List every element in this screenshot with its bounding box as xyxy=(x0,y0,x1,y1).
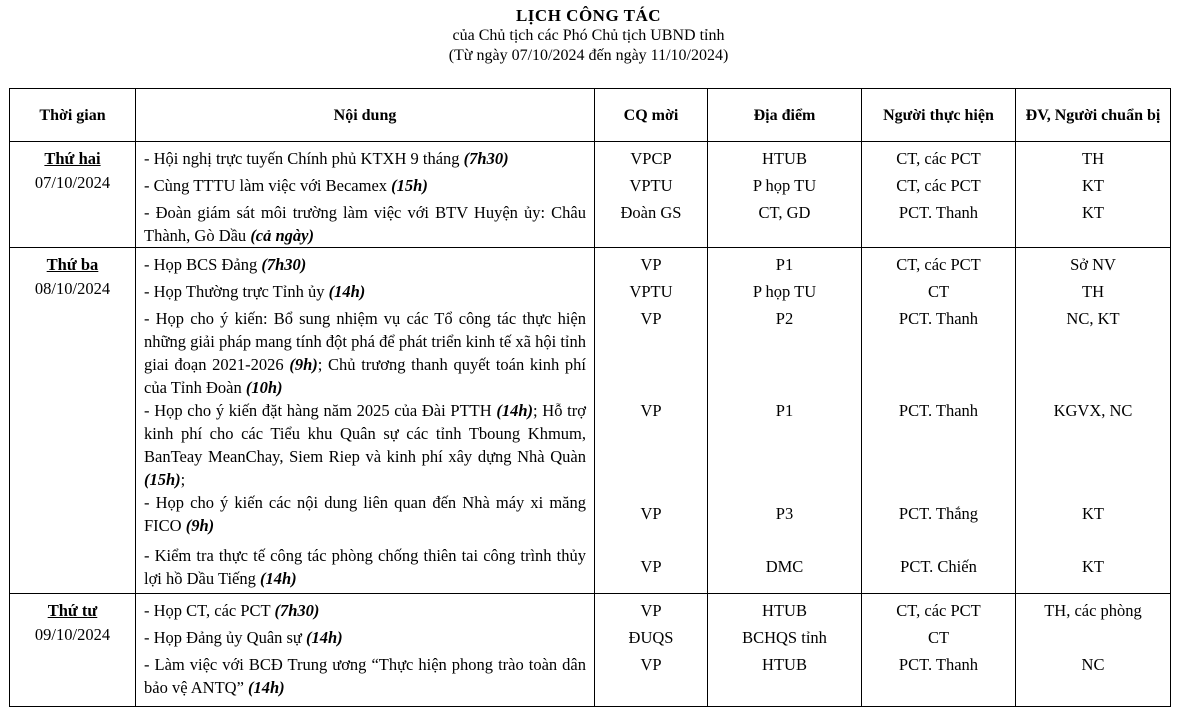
item-time: (9h) xyxy=(289,355,318,374)
day-date: 07/10/2024 xyxy=(34,173,111,192)
item-time: (14h) xyxy=(496,401,534,420)
day-cell xyxy=(10,142,136,248)
cell-performer xyxy=(862,594,1016,707)
day-name: Thứ ba xyxy=(46,255,99,274)
item-time: (15h) xyxy=(391,176,428,195)
schedule-table xyxy=(9,88,1171,707)
col-header-location: Địa điểm xyxy=(708,89,862,142)
cell-prepare xyxy=(1016,142,1171,248)
item-location: BCHQS tỉnh xyxy=(742,628,827,647)
cell-content xyxy=(136,142,595,248)
item-performer: PCT. Thắng xyxy=(898,504,979,523)
cell-inviter xyxy=(595,594,708,707)
cell-content xyxy=(136,594,595,707)
item-text: - Họp Đảng ủy Quân sự xyxy=(144,628,307,647)
day-row xyxy=(10,594,1171,707)
item-time: (14h) xyxy=(260,569,297,588)
day-name: Thứ tư xyxy=(47,601,98,620)
item-time: (cả ngày) xyxy=(250,226,315,245)
item-text: - Họp cho ý kiến các nội dung liên quan đến Nhà máy xi măng FICO xyxy=(144,493,586,535)
item-prepare: KT xyxy=(1082,504,1104,523)
item-performer: PCT. Thanh xyxy=(898,309,979,328)
day-row xyxy=(10,142,1171,248)
item-text: - Họp Thường trực Tỉnh ủy xyxy=(144,282,329,301)
col-header-inviter: CQ mời xyxy=(595,89,708,142)
item-content xyxy=(136,201,594,247)
cell-content xyxy=(136,248,595,594)
item-time: (14h) xyxy=(306,628,343,647)
item-location: P1 xyxy=(775,401,794,420)
item-inviter: Đoàn GS xyxy=(620,203,682,222)
item-content xyxy=(136,599,594,622)
day-cell xyxy=(10,594,136,707)
item-inviter: VP xyxy=(640,504,662,523)
cell-inviter xyxy=(595,248,708,594)
item-prepare: NC xyxy=(1081,655,1105,674)
item-text: - Làm việc với BCĐ Trung ương “Thực hiện phong trào toàn dân bảo vệ ANTQ” xyxy=(144,655,586,697)
day-date: 08/10/2024 xyxy=(34,279,111,298)
document-title: LỊCH CÔNG TÁC xyxy=(515,6,662,25)
day-name: Thứ hai xyxy=(44,149,101,168)
item-content xyxy=(136,174,594,197)
item-prepare: NC, KT xyxy=(1066,309,1120,328)
item-time: (14h) xyxy=(328,282,366,301)
item-prepare: TH xyxy=(1082,149,1104,168)
table-header-row xyxy=(10,89,1171,142)
col-header-content: Nội dung xyxy=(136,89,595,142)
item-inviter: VP xyxy=(640,255,662,274)
item-content xyxy=(136,544,594,590)
item-content xyxy=(136,653,594,699)
day-row xyxy=(10,248,1171,594)
item-time: (9h) xyxy=(185,516,215,535)
item-inviter: VP xyxy=(640,655,662,674)
item-location: P3 xyxy=(775,504,794,523)
item-content xyxy=(136,399,594,491)
item-text: - Họp BCS Đảng xyxy=(144,255,262,274)
item-time-2: (15h) xyxy=(144,470,181,489)
item-location: DMC xyxy=(765,557,804,576)
col-header-prepare: ĐV, Người chuẩn bị xyxy=(1016,89,1171,142)
item-performer: CT, các PCT xyxy=(896,255,981,274)
item-performer: PCT. Thanh xyxy=(898,655,979,674)
item-text: - Cùng TTTU làm việc với Becamex xyxy=(144,176,392,195)
cell-prepare xyxy=(1016,594,1171,707)
item-text-2: ; Hỗ trợ kinh phí cho các Tiểu khu Quân sự các tỉnh Tboung Khmum, BanTeay MeanChay, Siem Riep và kinh phí xây dựng Nhà Quàn xyxy=(144,401,586,466)
item-text: - Đoàn giám sát môi trường làm việc với BTV Huyện ủy: Châu Thành, Gò Dầu xyxy=(144,203,586,245)
item-performer: CT, các PCT xyxy=(896,601,981,620)
item-content xyxy=(136,626,594,649)
col-header-performer: Người thực hiện xyxy=(862,89,1016,142)
document-subtitle: của Chủ tịch các Phó Chủ tịch UBND tỉnh xyxy=(452,27,725,44)
item-prepare: KGVX, NC xyxy=(1053,401,1133,420)
item-inviter: VP xyxy=(640,557,662,576)
item-content xyxy=(136,147,594,170)
item-location: P họp TU xyxy=(752,176,817,195)
item-performer: PCT. Chiến xyxy=(900,557,977,576)
item-text: - Họp cho ý kiến đặt hàng năm 2025 của Đài PTTH xyxy=(144,401,497,420)
item-inviter: VPTU xyxy=(629,176,673,195)
item-inviter: VPCP xyxy=(630,149,672,168)
item-content xyxy=(136,280,594,303)
cell-location xyxy=(708,248,862,594)
item-performer: CT, các PCT xyxy=(896,149,981,168)
item-inviter: VP xyxy=(640,309,662,328)
item-content xyxy=(136,491,594,537)
item-text: - Họp CT, các PCT xyxy=(144,601,275,620)
item-location: P2 xyxy=(775,309,794,328)
item-inviter: VP xyxy=(640,601,662,620)
item-time-2: (10h) xyxy=(245,378,283,397)
item-prepare: KT xyxy=(1082,557,1104,576)
item-performer: CT, các PCT xyxy=(896,176,981,195)
document-header xyxy=(0,0,1177,66)
item-text-3: ; xyxy=(180,470,186,489)
item-text: - Kiểm tra thực tế công tác phòng chống thiên tai công trình thủy lợi hồ Dầu Tiếng xyxy=(144,546,586,588)
item-content xyxy=(136,253,594,276)
item-performer: CT xyxy=(927,282,950,301)
item-time: (7h30) xyxy=(274,601,320,620)
day-cell xyxy=(10,248,136,594)
item-performer: PCT. Thanh xyxy=(898,401,979,420)
item-location: CT, GD xyxy=(758,203,811,222)
item-time: (7h30) xyxy=(463,149,509,168)
item-location: P1 xyxy=(775,255,794,274)
item-prepare: TH xyxy=(1082,282,1104,301)
cell-performer xyxy=(862,142,1016,248)
day-date: 09/10/2024 xyxy=(34,625,111,644)
item-prepare: Sở NV xyxy=(1070,255,1116,274)
cell-location xyxy=(708,142,862,248)
item-location: HTUB xyxy=(762,655,807,674)
item-location: P họp TU xyxy=(752,282,817,301)
item-prepare: KT xyxy=(1082,203,1104,222)
item-prepare: TH, các phòng xyxy=(1044,601,1142,620)
item-content xyxy=(136,307,594,399)
item-prepare: KT xyxy=(1082,176,1104,195)
item-time: (14h) xyxy=(248,678,285,697)
item-text: - Hội nghị trực tuyến Chính phủ KTXH 9 tháng xyxy=(144,149,464,168)
cell-performer xyxy=(862,248,1016,594)
cell-inviter xyxy=(595,142,708,248)
item-performer: CT xyxy=(927,628,950,647)
item-text: - Họp cho ý kiến: Bổ sung nhiệm vụ các Tổ công tác thực hiện những giải pháp mang tính đột phá để phát triển kinh tế xã hội tỉnh giai đoạn 2021-2026 xyxy=(144,309,586,374)
item-inviter: VP xyxy=(640,401,662,420)
item-performer: PCT. Thanh xyxy=(898,203,979,222)
item-inviter: ĐUQS xyxy=(628,628,674,647)
cell-prepare xyxy=(1016,248,1171,594)
document-period: (Từ ngày 07/10/2024 đến ngày 11/10/2024) xyxy=(448,47,729,64)
item-location: HTUB xyxy=(762,601,807,620)
item-time: (7h30) xyxy=(261,255,307,274)
col-header-time: Thời gian xyxy=(10,89,136,142)
item-text-2: ; Chủ trương thanh quyết toán kinh phí của Tỉnh Đoàn xyxy=(144,355,587,397)
cell-location xyxy=(708,594,862,707)
item-inviter: VPTU xyxy=(629,282,673,301)
item-location: HTUB xyxy=(762,149,807,168)
